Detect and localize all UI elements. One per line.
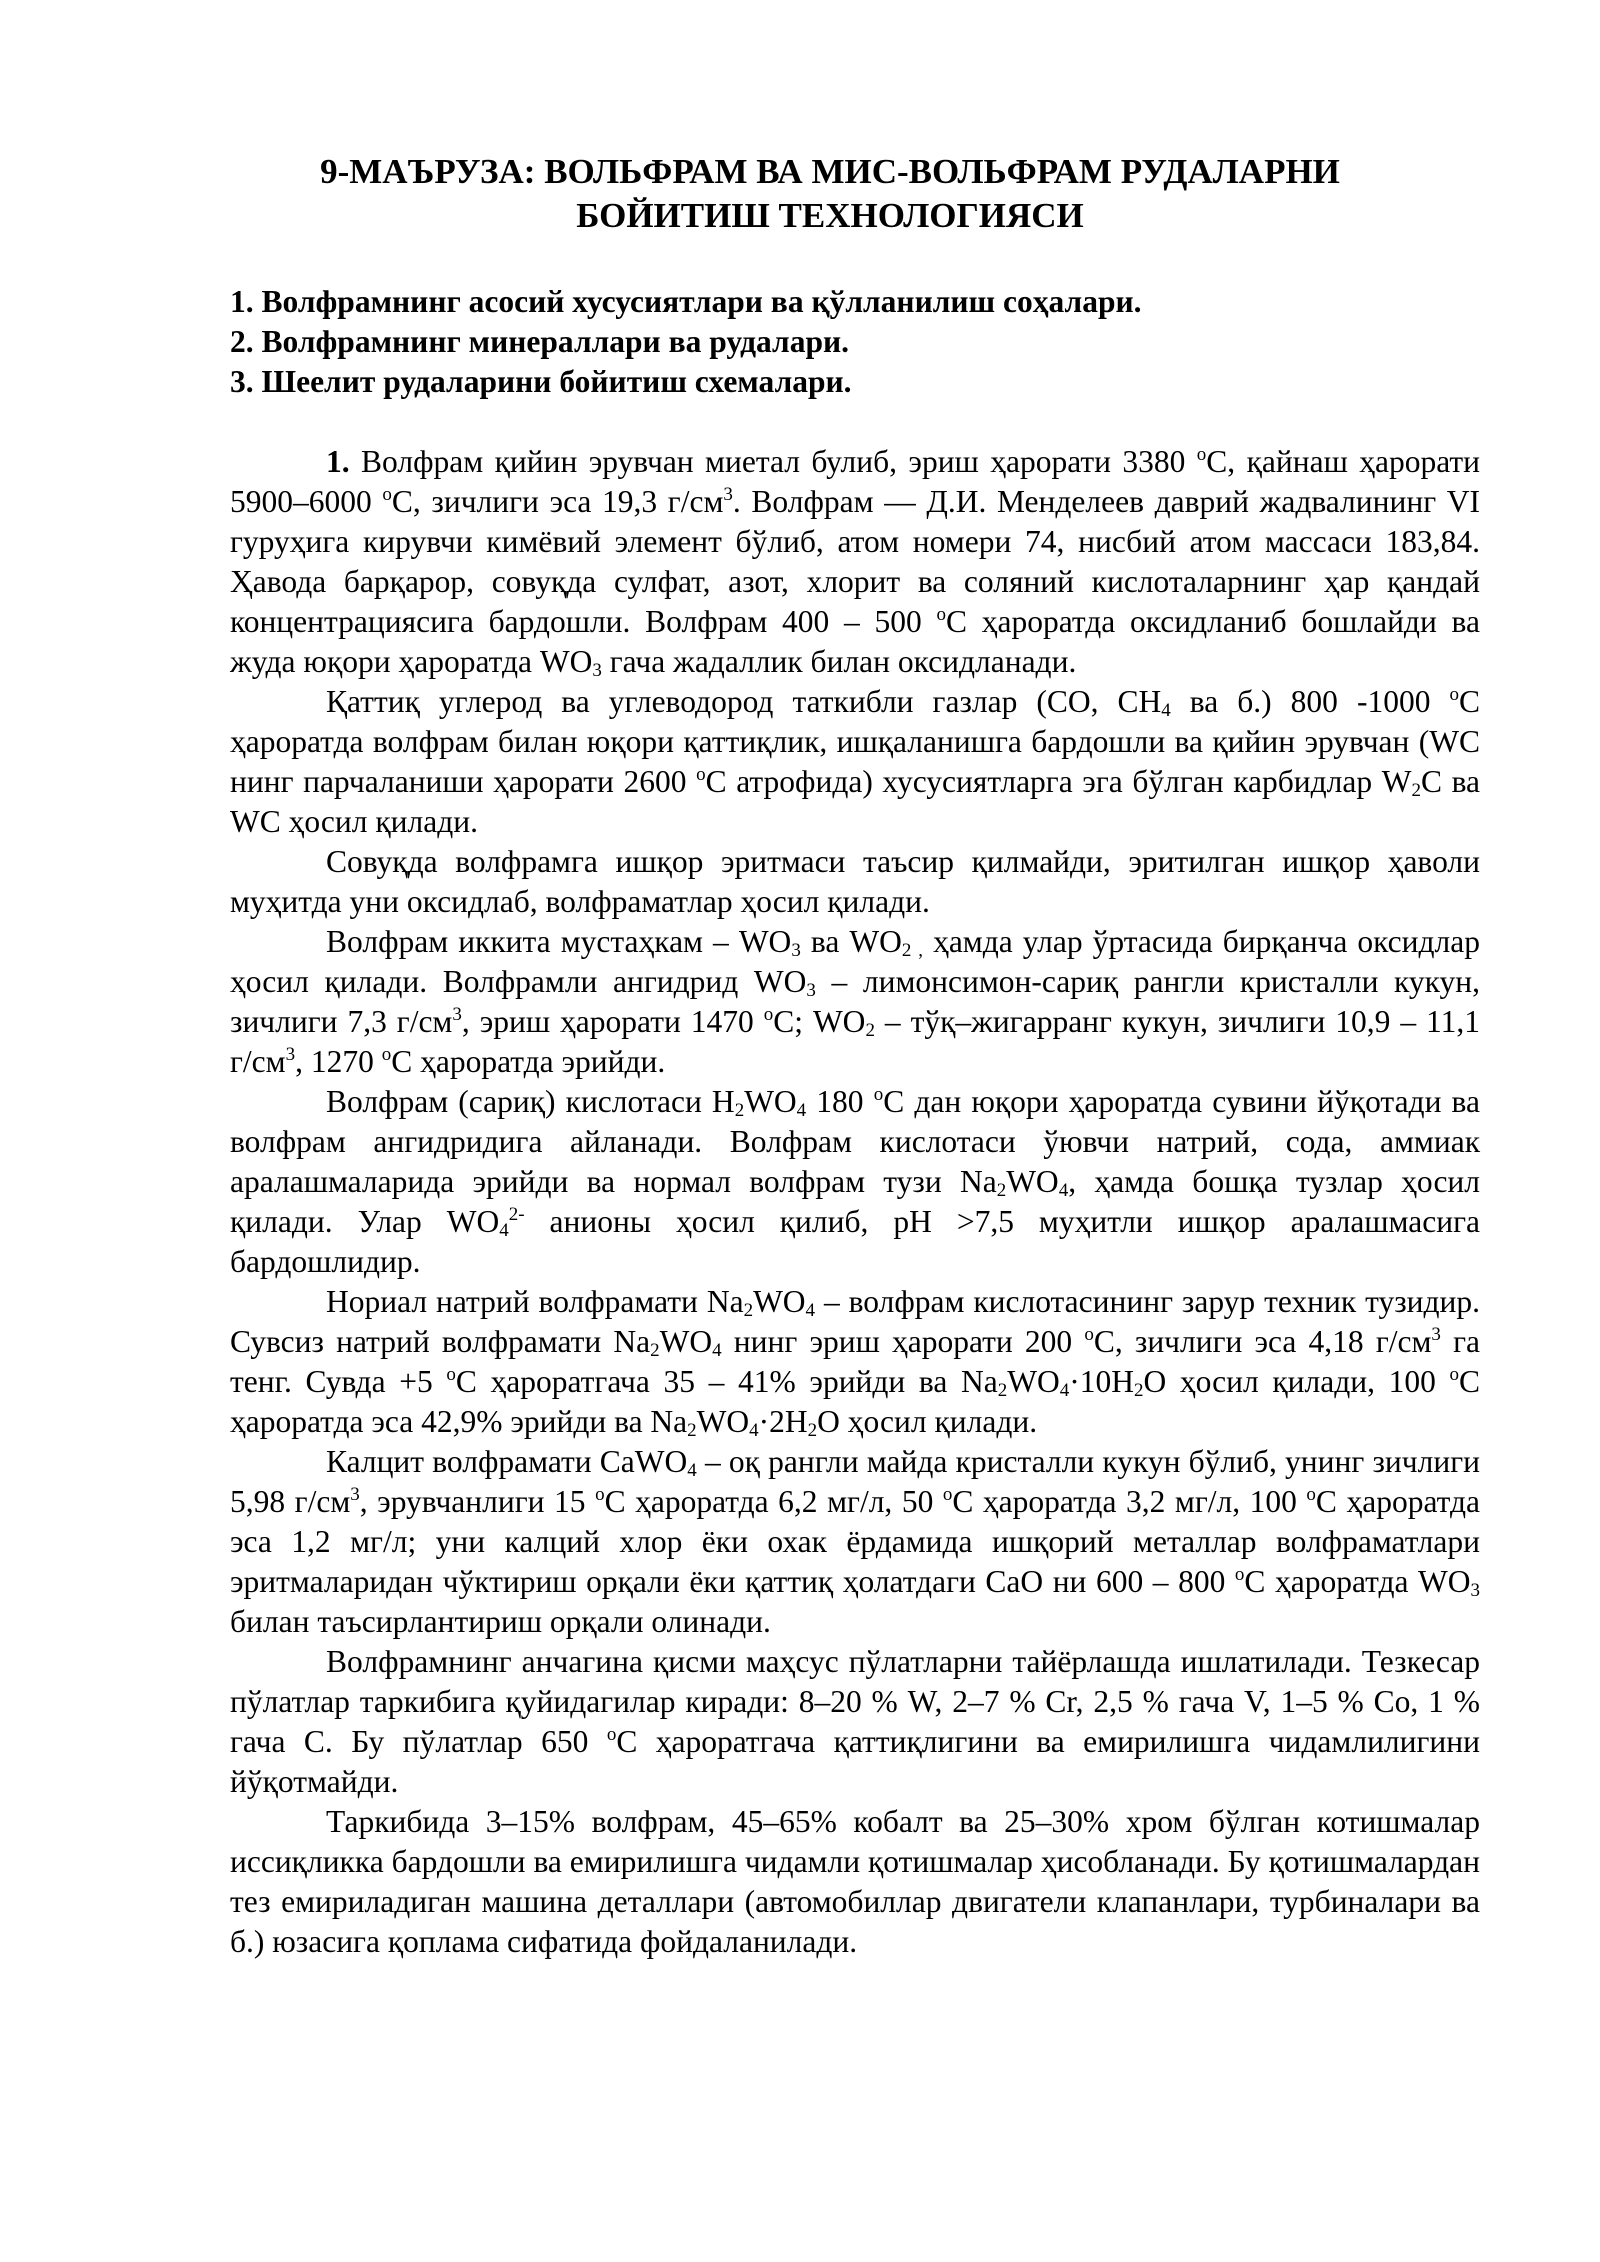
degree-sup: о bbox=[942, 1484, 953, 1505]
power-sup: 3 bbox=[285, 1044, 296, 1065]
outline-item-3: 3. Шеелит рудаларини бойитиш схемалари. bbox=[230, 364, 852, 399]
text-run: – оқ рангли майда кристалли кукун бўлиб, унинг зичлиги 5,98 г/см bbox=[230, 1444, 1480, 1519]
index-sub: 2 bbox=[687, 1420, 697, 1441]
text-run: WO bbox=[659, 1324, 713, 1359]
power-sup: 3 bbox=[1431, 1324, 1441, 1345]
degree-sup: о bbox=[382, 484, 392, 505]
text-run: С ҳароратда эрийди. bbox=[391, 1044, 666, 1079]
index-sub: 4 bbox=[749, 1420, 759, 1441]
text-run: нинг эриш ҳарорати 200 bbox=[721, 1324, 1085, 1359]
text-run: ҳамда улар ўртасида бирқанча оксидлар ҳосил қилади. Волфрамли ангидрид WO bbox=[230, 924, 1480, 999]
outline-item-1: 1. Волфрамнинг асосий хусусиятлари ва қўлланилиш соҳалари. bbox=[230, 284, 1142, 319]
text-run: С ҳароратда эса 1,2 мг/л; уни калций хлор ёки охак ёрдамида ишқорий металлар волфраматлари эритмаларидан чўктириш орқали ёки қаттиқ ҳолатдаги CaO ни 600 – 800 bbox=[230, 1484, 1480, 1599]
degree-sup: о bbox=[763, 1004, 774, 1025]
index-sub: 4 bbox=[1058, 1180, 1069, 1201]
index-sub: 3 bbox=[1470, 1580, 1480, 1601]
text-run: С ҳароратгача 35 – 41% эрийди ва Na bbox=[455, 1364, 998, 1399]
degree-sup: о bbox=[1449, 1364, 1459, 1385]
text-run: , эриш ҳарорати 1470 bbox=[461, 1004, 764, 1039]
degree-sup: о bbox=[1306, 1484, 1316, 1505]
index-sub: 2 bbox=[1411, 780, 1421, 801]
text-run: С, қайнаш ҳарорати 5900–6000 bbox=[230, 444, 1480, 519]
index-sub: , bbox=[911, 940, 924, 961]
index-sub: 4 bbox=[687, 1460, 697, 1481]
index-sub: 3 bbox=[592, 660, 602, 681]
text-run: , ҳамда бошқа тузлар ҳосил қилади. Улар WO bbox=[230, 1164, 1480, 1239]
text-run: анионы ҳосил қилиб, рН >7,5 муҳитли ишқор аралашмасига бардошлидир. bbox=[230, 1204, 1480, 1279]
section-number: 1. bbox=[326, 444, 350, 479]
text-run: С, зичлиги эса 19,3 г/см bbox=[391, 484, 724, 519]
text-run: С атрофида) хусусиятларга эга бўлган карбидлар W bbox=[705, 764, 1412, 799]
paragraph-2 bbox=[230, 682, 1480, 842]
degree-sup: о bbox=[1234, 1564, 1245, 1585]
degree-sup: о bbox=[1084, 1324, 1094, 1345]
degree-sup: о bbox=[606, 1724, 617, 1745]
index-sub: 3 bbox=[791, 940, 801, 961]
index-sub: 2 bbox=[1133, 1380, 1144, 1401]
text-run: ·10H bbox=[1069, 1364, 1134, 1399]
text-run: Калцит волфрамати CaWO bbox=[326, 1444, 688, 1479]
power-sup: 3 bbox=[723, 484, 733, 505]
degree-sup: о bbox=[1196, 444, 1207, 465]
paragraph-4 bbox=[230, 922, 1480, 1082]
paragraph-7 bbox=[230, 1442, 1480, 1642]
text-run: С ҳароратда WO bbox=[1244, 1564, 1471, 1599]
index-sub: 2 bbox=[734, 1100, 745, 1121]
index-sub: 2 bbox=[743, 1300, 754, 1321]
index-sub: 4 bbox=[712, 1340, 722, 1361]
index-sub: 4 bbox=[1059, 1380, 1070, 1401]
index-sub: 2 bbox=[997, 1380, 1008, 1401]
degree-sup: о bbox=[936, 604, 947, 625]
outline-item-2: 2. Волфрамнинг минераллари ва рудалари. bbox=[230, 324, 850, 359]
text-run: гача жадаллик билан оксидланади. bbox=[601, 644, 1077, 679]
degree-sup: о bbox=[873, 1084, 884, 1105]
degree-sup: о bbox=[1449, 684, 1459, 705]
text-run: С ҳароратда волфрам билан юқори қаттиқлик, ишқаланишга бардошли ва қийин эрувчан (WC нинг парчаланиши ҳарорати 2600 bbox=[230, 684, 1480, 799]
lecture-outline bbox=[230, 282, 1480, 402]
index-sub: 4 bbox=[796, 1100, 807, 1121]
text-run: WO bbox=[1006, 1164, 1059, 1199]
text-run: O ҳосил қилади. bbox=[817, 1404, 1038, 1439]
text-run: С дан юқори ҳароратда сувини йўқотади ва волфрам ангидридига айланади. Волфрам кислотаси ўювчи натрий, сода, аммиак аралашмаларида эрийди ва нормал волфрам тузи Na bbox=[230, 1084, 1481, 1199]
index-sub: 4 bbox=[1161, 700, 1171, 721]
index-sub: 2 bbox=[865, 1020, 875, 1041]
power-sup: 3 bbox=[350, 1484, 360, 1505]
lecture-title bbox=[230, 150, 1430, 238]
text-run: га тенг. Сувда +5 bbox=[230, 1324, 1480, 1399]
text-run: WO bbox=[744, 1084, 797, 1119]
text-run: С ҳароратда 6,2 мг/л, 50 bbox=[604, 1484, 943, 1519]
text-run: С ҳароратда эса 42,9% эрийди ва Na bbox=[230, 1364, 1480, 1439]
text-run: С ҳароратда 3,2 мг/л, 100 bbox=[952, 1484, 1307, 1519]
paragraph-3: Совуқда волфрамга ишқор эритмаси таъсир қилмайди, эритилган ишқор ҳаволи муҳитда уни оксидлаб, волфраматлар ҳосил қилади. bbox=[230, 844, 1480, 919]
text-run: С, зичлиги эса 4,18 г/см bbox=[1093, 1324, 1432, 1359]
text-run: С ҳароратда оксидланиб бошлайди ва жуда юқори ҳароратда WO bbox=[230, 604, 1480, 679]
text-run: Волфрам иккита мустаҳкам – WO bbox=[326, 924, 792, 959]
text-run: WO bbox=[1007, 1364, 1060, 1399]
index-sub: 3 bbox=[806, 980, 816, 1001]
title-line-2: БОЙИТИШ ТЕХНОЛОГИЯСИ bbox=[576, 196, 1084, 235]
index-sub: 2 bbox=[650, 1340, 660, 1361]
index-sub: 2 bbox=[807, 1420, 818, 1441]
text-run: WO bbox=[753, 1284, 806, 1319]
index-sub: 4 bbox=[805, 1300, 816, 1321]
text-run: С ҳароратгача қаттиқлигини ва емирилишга чидамлилигини йўқотмайди. bbox=[230, 1724, 1480, 1799]
paragraph-8 bbox=[230, 1642, 1480, 1802]
text-run: O ҳосил қилади, 100 bbox=[1143, 1364, 1450, 1399]
text-run: , эрувчанлиги 15 bbox=[359, 1484, 596, 1519]
degree-sup: о bbox=[595, 1484, 605, 1505]
text-run: ·2H bbox=[758, 1404, 808, 1439]
text-run: . Волфрам — Д.И. Менделеев даврий жадвалининг VI гуруҳига кирувчи кимёвий элемент бўлиб, атом номери 74, нисбий атом массаси 183,84. Ҳавода барқарор, совуқда сулфат, азот, хлорит ва соляний кислоталарнинг ҳар қандай концентрациясига бардошли. Волфрам 400 – 500 bbox=[230, 484, 1480, 639]
paragraph-1 bbox=[230, 442, 1480, 682]
index-sub: 4 bbox=[499, 1220, 509, 1241]
text-run: Нориал натрий волфрамати Na bbox=[326, 1284, 744, 1319]
charge-sup: 2- bbox=[508, 1204, 525, 1225]
text-run: – тўқ–жигарранг кукун, зичлиги 10,9 – 11,1 г/см bbox=[230, 1004, 1480, 1079]
text-run: Қаттиқ углерод ва углеводород таткибли газлар (СО, СН bbox=[326, 684, 1162, 719]
text-run: Волфрам (сариқ) кислотаси H bbox=[326, 1084, 735, 1119]
text-run: 180 bbox=[806, 1084, 874, 1119]
power-sup: 3 bbox=[452, 1004, 462, 1025]
title-line-1: 9-МАЪРУЗА: ВОЛЬФРАМ ВА МИС-ВОЛЬФРАМ РУДАЛАРНИ bbox=[320, 152, 1340, 191]
paragraph-6 bbox=[230, 1282, 1480, 1442]
degree-sup: о bbox=[381, 1044, 392, 1065]
text-run: ва WO bbox=[800, 924, 902, 959]
index-sub: 2 bbox=[996, 1180, 1007, 1201]
lecture-body bbox=[230, 442, 1480, 1962]
text-run: ва б.) 800 -1000 bbox=[1170, 684, 1450, 719]
text-run: WO bbox=[696, 1404, 750, 1439]
text-run: Волфрамнинг анчагина қисми маҳсус пўлатларни тайёрлашда ишлатилади. Тезкесар пўлатлар таркибига қуйидагилар киради: 8–20 % W, 2–7 % Cr, 2,5 % гача V, 1–5 % Co, 1 % гача C. Бу пўлатлар 650 bbox=[230, 1644, 1480, 1759]
text-run: Волфрам қийин эрувчан миетал булиб, эриш ҳарорати 3380 bbox=[349, 444, 1197, 479]
paragraph-5 bbox=[230, 1082, 1480, 1282]
text-run: С ва WC ҳосил қилади. bbox=[230, 764, 1481, 839]
paragraph-9: Таркибида 3–15% волфрам, 45–65% кобалт ва 25–30% хром бўлган котишмалар иссиқликка бардошли ва емирилишга чидамли қотишмалар ҳисобланади. Бу қотишмалардан тез емириладиган машина деталлари (автомобиллар двигатели клапанлари, турбиналари ва б.) юзасига қоплама сифатида фойдаланилади. bbox=[230, 1804, 1480, 1959]
text-run: , 1270 bbox=[295, 1044, 382, 1079]
degree-sup: о bbox=[696, 764, 706, 785]
text-run: – лимонсимон-сариқ рангли кристалли кукун, зичлиги 7,3 г/см bbox=[230, 964, 1481, 1039]
degree-sup: о bbox=[446, 1364, 456, 1385]
text-run: билан таъсирлантириш орқали олинади. bbox=[230, 1604, 771, 1639]
index-sub: 2 bbox=[901, 940, 912, 961]
text-run: – волфрам кислотасининг зарур техник тузидир. Сувсиз натрий волфрамати Na bbox=[230, 1284, 1481, 1359]
text-run: С; WO bbox=[773, 1004, 866, 1039]
